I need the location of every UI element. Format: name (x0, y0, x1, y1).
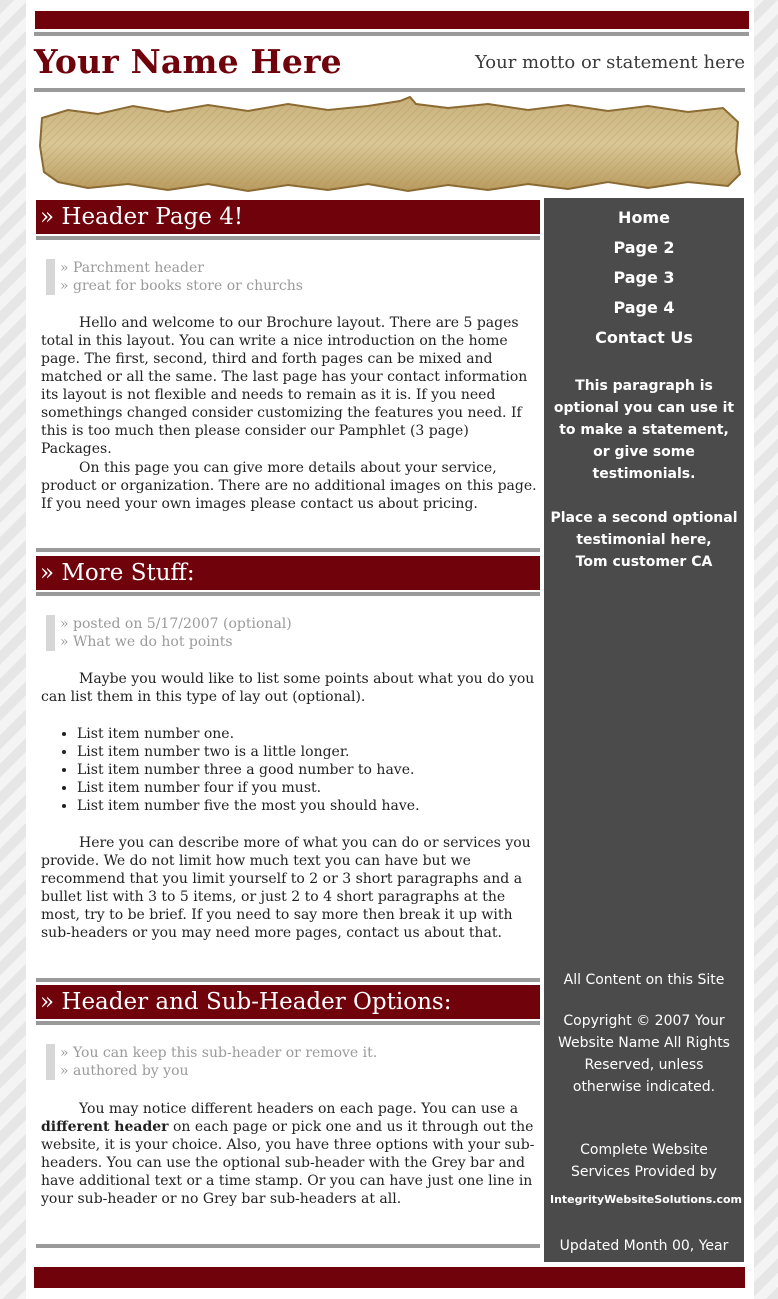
paragraph-bold-text: different header (41, 1119, 169, 1135)
sub-header-line: » authored by you (60, 1063, 189, 1079)
sidebar-testimonial-author: Tom customer CA (575, 554, 713, 570)
sub-header-line: » Parchment header (60, 260, 204, 276)
sub-header-line: » What we do hot points (60, 634, 233, 650)
parchment-banner-image (38, 96, 742, 198)
page-container (26, 0, 754, 1299)
updated-text: Updated Month 00, Year (559, 1238, 729, 1254)
section-header-page-4: » Header Page 4! (36, 200, 540, 234)
site-motto: Your motto or statement here (474, 52, 745, 73)
provider-link[interactable]: IntegrityWebsiteSolutions.com (550, 1193, 743, 1206)
list-item: • List item number four if you must. (77, 779, 567, 797)
top-bar (35, 11, 749, 29)
sub-header-line: » You can keep this sub-header or remove it. (60, 1045, 378, 1061)
section-divider (36, 1244, 540, 1248)
section-divider (36, 548, 540, 552)
list-item: • List item number one. (77, 725, 567, 743)
sub-header-line: » posted on 5/17/2007 (optional) (60, 616, 292, 632)
list-item: • List item number five the most you should have. (77, 797, 567, 815)
paragraph: Hello and welcome to our Brochure layout. There are 5 pages total in this layout. You can write a nice introduction on the home page. The first, second, third and forth pages can be mixed and matched or all the same. The last page has your contact information its layout is not flexible and needs to remain as it is. If you need somethings changed consider customizing the features you need. If this is too much then please consider our Pamphlet (3 page) Packages. (41, 315, 528, 457)
nav-home-link[interactable]: Home (618, 208, 670, 227)
list-item: • List item number three a good number to have. (77, 761, 567, 779)
section-divider (36, 1021, 540, 1025)
nav-contact-us-link[interactable]: Contact Us (595, 328, 693, 347)
paragraph: Here you can describe more of what you can do or services you provide. We do not limit how much text you can have but we recommend that you limit yourself to 2 or 3 short paragraphs and a bullet list with 3 to 5 items, or just 2 to 4 short paragraphs at the most, try to be brief. If you need to say more then break it up with sub-headers or you may need more pages, contact us about that. (41, 835, 531, 941)
bullet-list (41, 725, 567, 815)
sub-header (46, 259, 303, 295)
section-header-options: » Header and Sub-Header Options: (36, 985, 540, 1019)
paragraph-text: on each page or pick one and us it through out the website, it is your choice. Also, you have three options with your sub-headers. You can use the optional sub-header with the Grey bar and have additional text or a time stamp. Or you can have just one line in your sub-header or no Grey bar sub-headers at all. (41, 1119, 535, 1207)
paragraph (41, 1100, 539, 1208)
header-divider-bottom (34, 88, 745, 92)
sub-header (46, 1044, 377, 1080)
paragraph: Maybe you would like to list some points about what you do you can list them in this type of lay out (optional). (41, 671, 535, 705)
section-header-more-stuff: » More Stuff: (36, 556, 540, 590)
section-divider (36, 592, 540, 596)
section-divider (36, 978, 540, 982)
sub-header (46, 615, 292, 651)
sidebar-testimonial: Place a second optional testimonial here, (550, 510, 738, 548)
section-divider (36, 236, 540, 240)
nav-page-4-link[interactable]: Page 4 (613, 298, 675, 317)
sub-header-line: » great for books store or churchs (60, 278, 303, 294)
site-name[interactable]: Your Name Here (34, 42, 342, 81)
sidebar (544, 198, 744, 1262)
sidebar-footer-line: All Content on this Site (563, 972, 725, 988)
nav-page-3-link[interactable]: Page 3 (613, 268, 675, 287)
copyright-text: Copyright © 2007 Your Website Name All Rights Reserved, unless otherwise indicated. (558, 1013, 730, 1095)
bottom-bar (34, 1267, 745, 1288)
services-text: Complete Website Services Provided by (571, 1142, 717, 1180)
list-item: • List item number two is a little longer. (77, 743, 567, 761)
sidebar-statement: This paragraph is optional you can use it to make a statement, or give some testimonials. (553, 378, 735, 482)
paragraph: On this page you can give more details about your service, product or organization. There are no additional images on this page. If you need your own images please contact us about pricing. (41, 460, 537, 512)
header-divider-top (34, 32, 749, 36)
nav-page-2-link[interactable]: Page 2 (613, 238, 675, 257)
paragraph-text: You may notice different headers on each page. You can use a (79, 1101, 519, 1117)
